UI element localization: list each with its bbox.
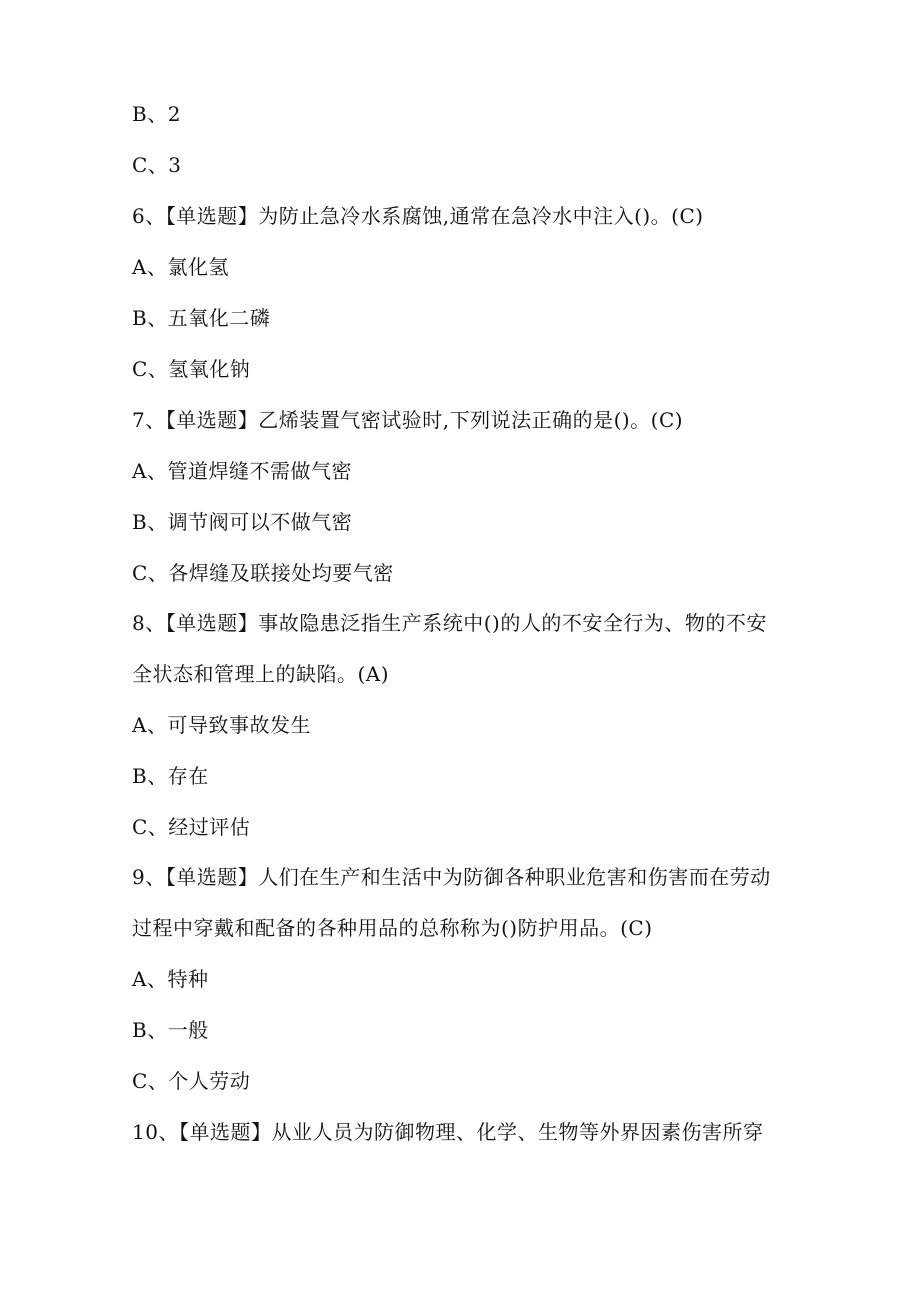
option-a-q6: A、氯化氢 <box>132 255 229 279</box>
question-6: 6、【单选题】为防止急冷水系腐蚀,通常在急冷水中注入()。(C) <box>132 204 704 228</box>
option-a-q8: A、可导致事故发生 <box>132 713 311 737</box>
option-b-q9: B、一般 <box>132 1018 209 1042</box>
question-7: 7、【单选题】乙烯装置气密试验时,下列说法正确的是()。(C) <box>132 408 684 432</box>
question-8-line-1: 8、【单选题】事故隐患泛指生产系统中()的人的不安全行为、物的不安 <box>132 611 767 635</box>
option-c-q8: C、经过评估 <box>132 815 251 839</box>
option-b-q5: B、2 <box>132 102 181 126</box>
option-b-q7: B、调节阀可以不做气密 <box>132 510 353 534</box>
question-10-line-1: 10、【单选题】从业人员为防御物理、化学、生物等外界因素伤害所穿 <box>132 1120 764 1144</box>
option-b-q6: B、五氧化二磷 <box>132 306 271 330</box>
option-c-q9: C、个人劳动 <box>132 1069 251 1093</box>
option-c-q6: C、氢氧化钠 <box>132 357 251 381</box>
option-a-q9: A、特种 <box>132 967 209 991</box>
option-c-q7: C、各焊缝及联接处均要气密 <box>132 561 394 585</box>
question-9-line-1: 9、【单选题】人们在生产和生活中为防御各种职业危害和伤害而在劳动 <box>132 865 771 889</box>
question-8-line-2: 全状态和管理上的缺陷。(A) <box>132 662 390 686</box>
option-b-q8: B、存在 <box>132 764 209 788</box>
option-c-q5: C、3 <box>132 153 182 177</box>
question-9-line-2: 过程中穿戴和配备的各种用品的总称称为()防护用品。(C) <box>132 916 653 940</box>
option-a-q7: A、管道焊缝不需做气密 <box>132 459 352 483</box>
